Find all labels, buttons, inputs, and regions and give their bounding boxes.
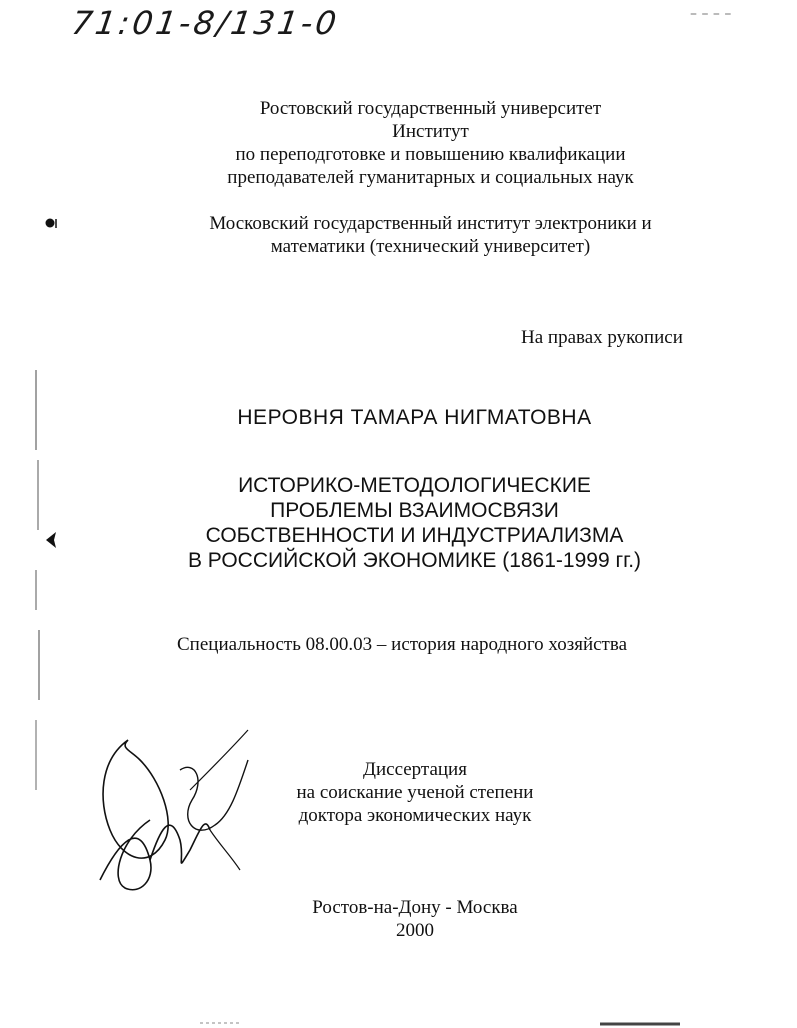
title-line: СОБСТВЕННОСТИ И ИНДУСТРИАЛИЗМА: [205, 524, 624, 547]
title-line: В РОССИЙСКОЙ ЭКОНОМИКЕ (1861-1999 гг.): [187, 549, 642, 572]
degree-block: [290, 758, 540, 827]
place-line: Ростов-на-Дону - Москва: [312, 897, 518, 918]
title-line: ИСТОРИКО-МЕТОДОЛОГИЧЕСКИЕ: [238, 474, 591, 497]
miem-line: математики (технический университет): [270, 236, 591, 257]
year-line: 2000: [396, 920, 434, 941]
specialty-line: Специальность 08.00.03 – история народного хозяйства: [177, 634, 627, 655]
title-line: ПРОБЛЕМЫ ВЗАИМОСВЯЗИ: [270, 499, 559, 522]
miem-block: [32, 212, 797, 258]
author-name: НЕРОВНЯ ТАМАРА НИГМАТОВНА: [237, 406, 592, 429]
degree-line: Диссертация: [363, 759, 467, 780]
university-block: [32, 97, 797, 189]
manuscript-note: На правах рукописи: [521, 327, 683, 348]
university-line: преподавателей гуманитарных и социальных наук: [227, 167, 634, 188]
degree-line: доктора экономических наук: [298, 805, 532, 826]
archive-code-handwritten: 71:01-8/131-0: [69, 4, 342, 42]
scan-bottom-noise: [0, 1018, 797, 1028]
place-year-block: [300, 896, 530, 942]
dissertation-title: [0, 473, 797, 573]
university-line: Институт: [392, 121, 469, 142]
university-line: Ростовский государственный университет: [259, 98, 602, 119]
degree-line: на соискание ученой степени: [296, 782, 534, 803]
university-line: по переподготовке и повышению квалификации: [235, 144, 626, 165]
scan-margin-marks: [30, 370, 50, 790]
handwritten-signature: [80, 720, 260, 910]
miem-line: Московский государственный институт электроники и: [209, 213, 652, 234]
scan-dash-marks: – – – –: [690, 6, 732, 22]
